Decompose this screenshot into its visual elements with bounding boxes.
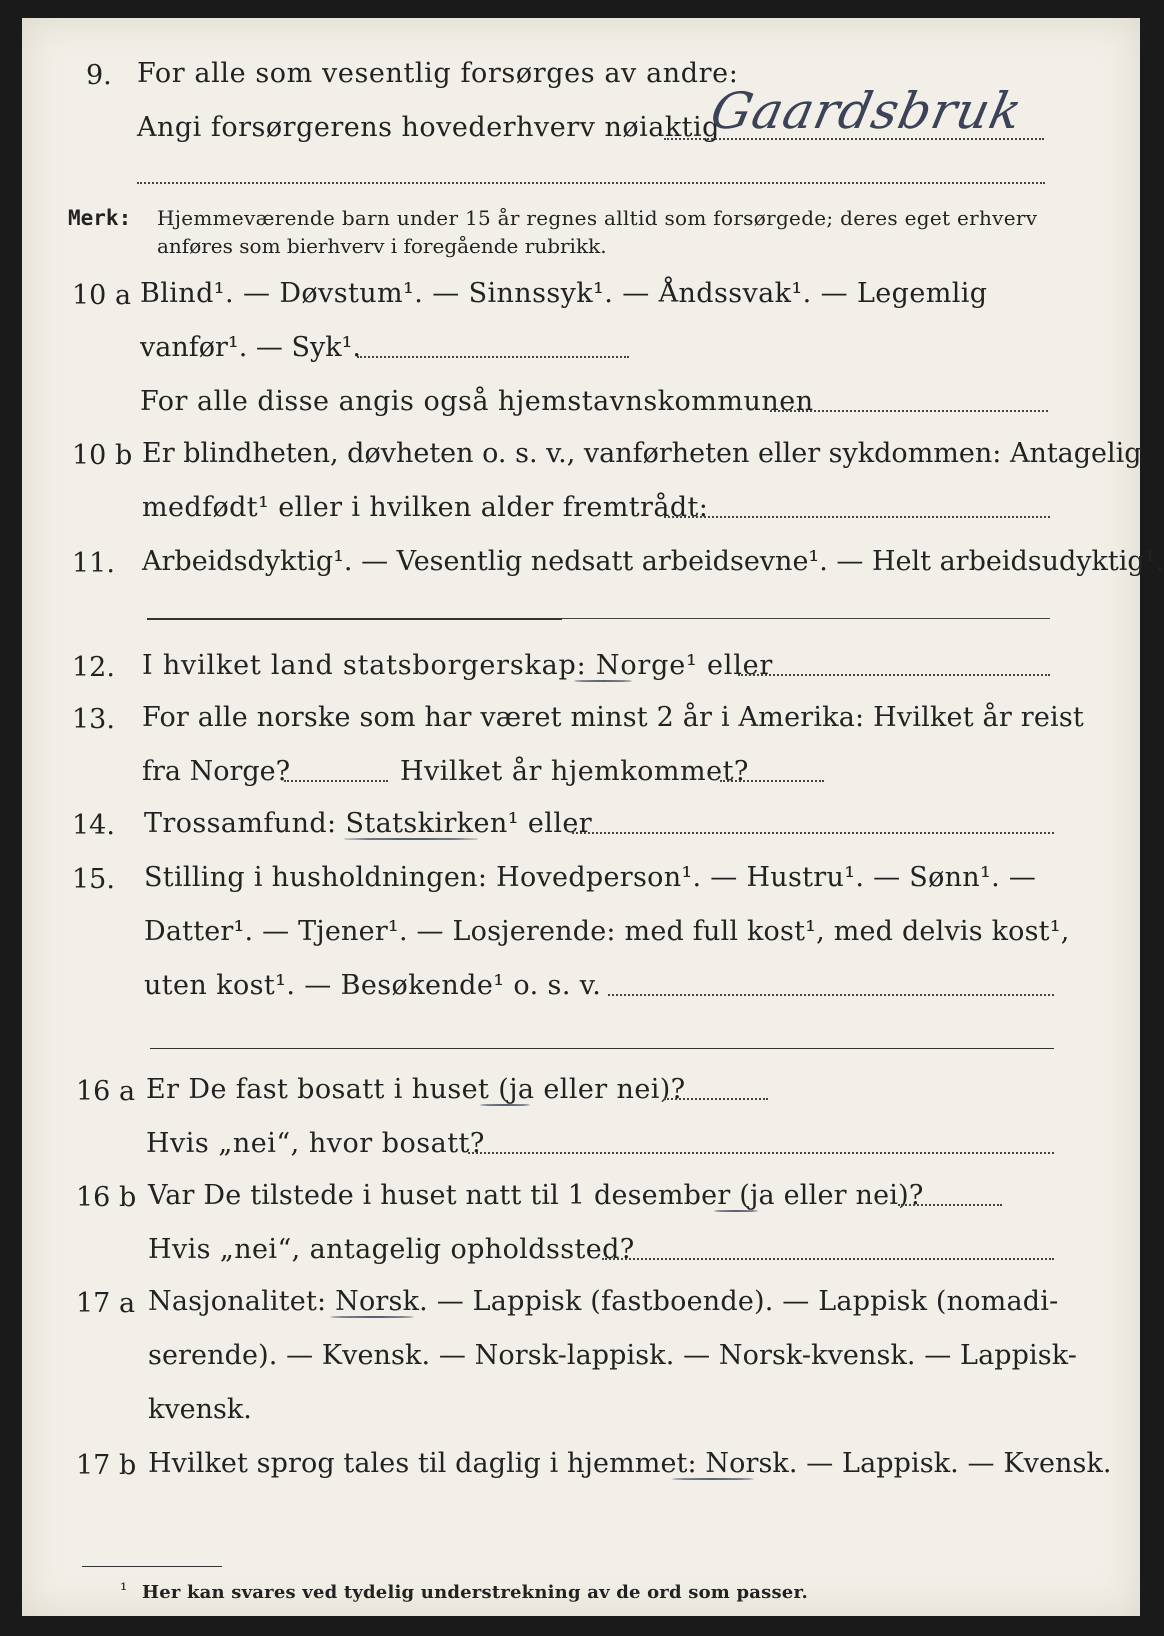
q17a-number: 17 a <box>76 1288 136 1319</box>
q16b-underline-ja <box>714 1210 758 1212</box>
q16a-line1: Er De fast bosatt i huset (ja eller nei)? <box>146 1074 686 1105</box>
q11-line1: Arbeidsdyktig¹. — Vesentlig nedsatt arbeidsevne¹. — Helt arbeidsudyktig¹. <box>142 546 1164 577</box>
q16b-line1: Var De tilstede i huset natt til 1 desember (ja eller nei)? <box>148 1180 924 1211</box>
q10a-municipality-line <box>770 410 1048 412</box>
q17b-line1: Hvilket sprog tales til daglig i hjemmet: Norsk. — Lappisk. — Kvensk. <box>148 1448 1112 1479</box>
q16b-line2: Hvis „nei“, antagelig opholdssted? <box>148 1234 635 1265</box>
q10a-line3: For alle disse angis også hjemstavnskommunen <box>140 386 814 417</box>
merk-line1: Hjemmeværende barn under 15 år regnes alltid som forsørgede; deres eget erhverv <box>157 206 1038 230</box>
q15-line3: uten kost¹. — Besøkende¹ o. s. v. <box>144 970 602 1001</box>
q10b-line2: medfødt¹ eller i hvilken alder fremtrådt: <box>142 492 709 523</box>
footnote-text: Her kan svares ved tydelig understrekning av de ord som passer. <box>142 1582 808 1603</box>
q14-underline-statskirken <box>344 838 478 840</box>
q16a-number: 16 a <box>76 1076 136 1107</box>
q13-line1: For alle norske som har været minst 2 år i Amerika: Hvilket år reist <box>142 702 1084 733</box>
footnote-mark: ¹ <box>120 1580 128 1601</box>
q15-answer-line <box>608 994 1054 996</box>
q13-line2b: Hvilket år hjemkommet? <box>400 756 749 787</box>
q11-answer-rule-right <box>562 618 1050 619</box>
q17a-line1: Nasjonalitet: Norsk. — Lappisk (fastboende). — Lappisk (nomadi- <box>148 1286 1059 1317</box>
q17b-underline-norsk <box>672 1478 754 1480</box>
q10a-line2: vanfør¹. — Syk¹. <box>140 332 361 363</box>
q16a-underline-ja <box>480 1104 530 1106</box>
q17b-number: 17 b <box>76 1450 137 1481</box>
q10b-number: 10 b <box>72 440 133 471</box>
q16b-answer-line <box>898 1204 1002 1206</box>
census-form-page <box>22 18 1164 1616</box>
q14-line1: Trossamfund: Statskirken¹ eller <box>144 808 593 839</box>
q15-extra-rule <box>150 1048 1054 1049</box>
q12-line1: I hvilket land statsborgerskap: Norge¹ eller <box>142 650 774 681</box>
q10a-number: 10 a <box>72 280 132 311</box>
q16a-answer-line <box>664 1098 768 1100</box>
q10b-answer-line <box>664 516 1050 518</box>
q10a-answer-line <box>357 356 629 358</box>
q13-line2a: fra Norge? <box>142 756 291 787</box>
q10b-line1: Er blindheten, døvheten o. s. v., vanførheten eller sykdommen: Antagelig <box>142 438 1142 469</box>
q12-number: 12. <box>72 652 115 683</box>
q11-answer-rule <box>147 618 562 620</box>
q15-line2: Datter¹. — Tjener¹. — Losjerende: med full kost¹, med delvis kost¹, <box>144 916 1070 947</box>
q13-return-year-line <box>720 780 824 782</box>
q9-line2: Angi forsørgerens hovederhverv nøiaktig <box>137 112 720 143</box>
q16a-residence-line <box>468 1152 1054 1154</box>
q17a-underline-norsk <box>330 1316 414 1318</box>
q16b-number: 16 b <box>76 1182 137 1213</box>
q14-answer-line <box>572 832 1054 834</box>
q12-underline-norge <box>574 680 632 682</box>
q13-number: 13. <box>72 704 115 735</box>
merk-label: Merk: <box>68 206 132 230</box>
q11-number: 11. <box>72 548 115 579</box>
q9-line1: For alle som vesentlig forsørges av andre: <box>137 58 739 89</box>
merk-line2: anføres som bierhverv i foregående rubrikk. <box>157 234 607 258</box>
q9-extra-line <box>137 182 1045 184</box>
q17a-line3: kvensk. <box>148 1394 252 1425</box>
footnote-rule <box>82 1566 222 1567</box>
q15-number: 15. <box>72 864 115 895</box>
q16b-whereabouts-line <box>602 1258 1054 1260</box>
q9-handwritten-answer: Gaardsbruk <box>705 82 1028 140</box>
q13-departure-year-line <box>284 780 388 782</box>
q10a-line1: Blind¹. — Døvstum¹. — Sinnssyk¹. — Åndssvak¹. — Legemlig <box>140 278 988 309</box>
q12-answer-line <box>738 674 1050 676</box>
q16a-line2: Hvis „nei“, hvor bosatt? <box>146 1128 485 1159</box>
q15-line1: Stilling i husholdningen: Hovedperson¹. — Hustru¹. — Sønn¹. — <box>144 862 1037 893</box>
q9-number: 9. <box>86 60 112 91</box>
q17a-line2: serende). — Kvensk. — Norsk-lappisk. — Norsk-kvensk. — Lappisk- <box>148 1340 1077 1371</box>
q14-number: 14. <box>72 810 115 841</box>
